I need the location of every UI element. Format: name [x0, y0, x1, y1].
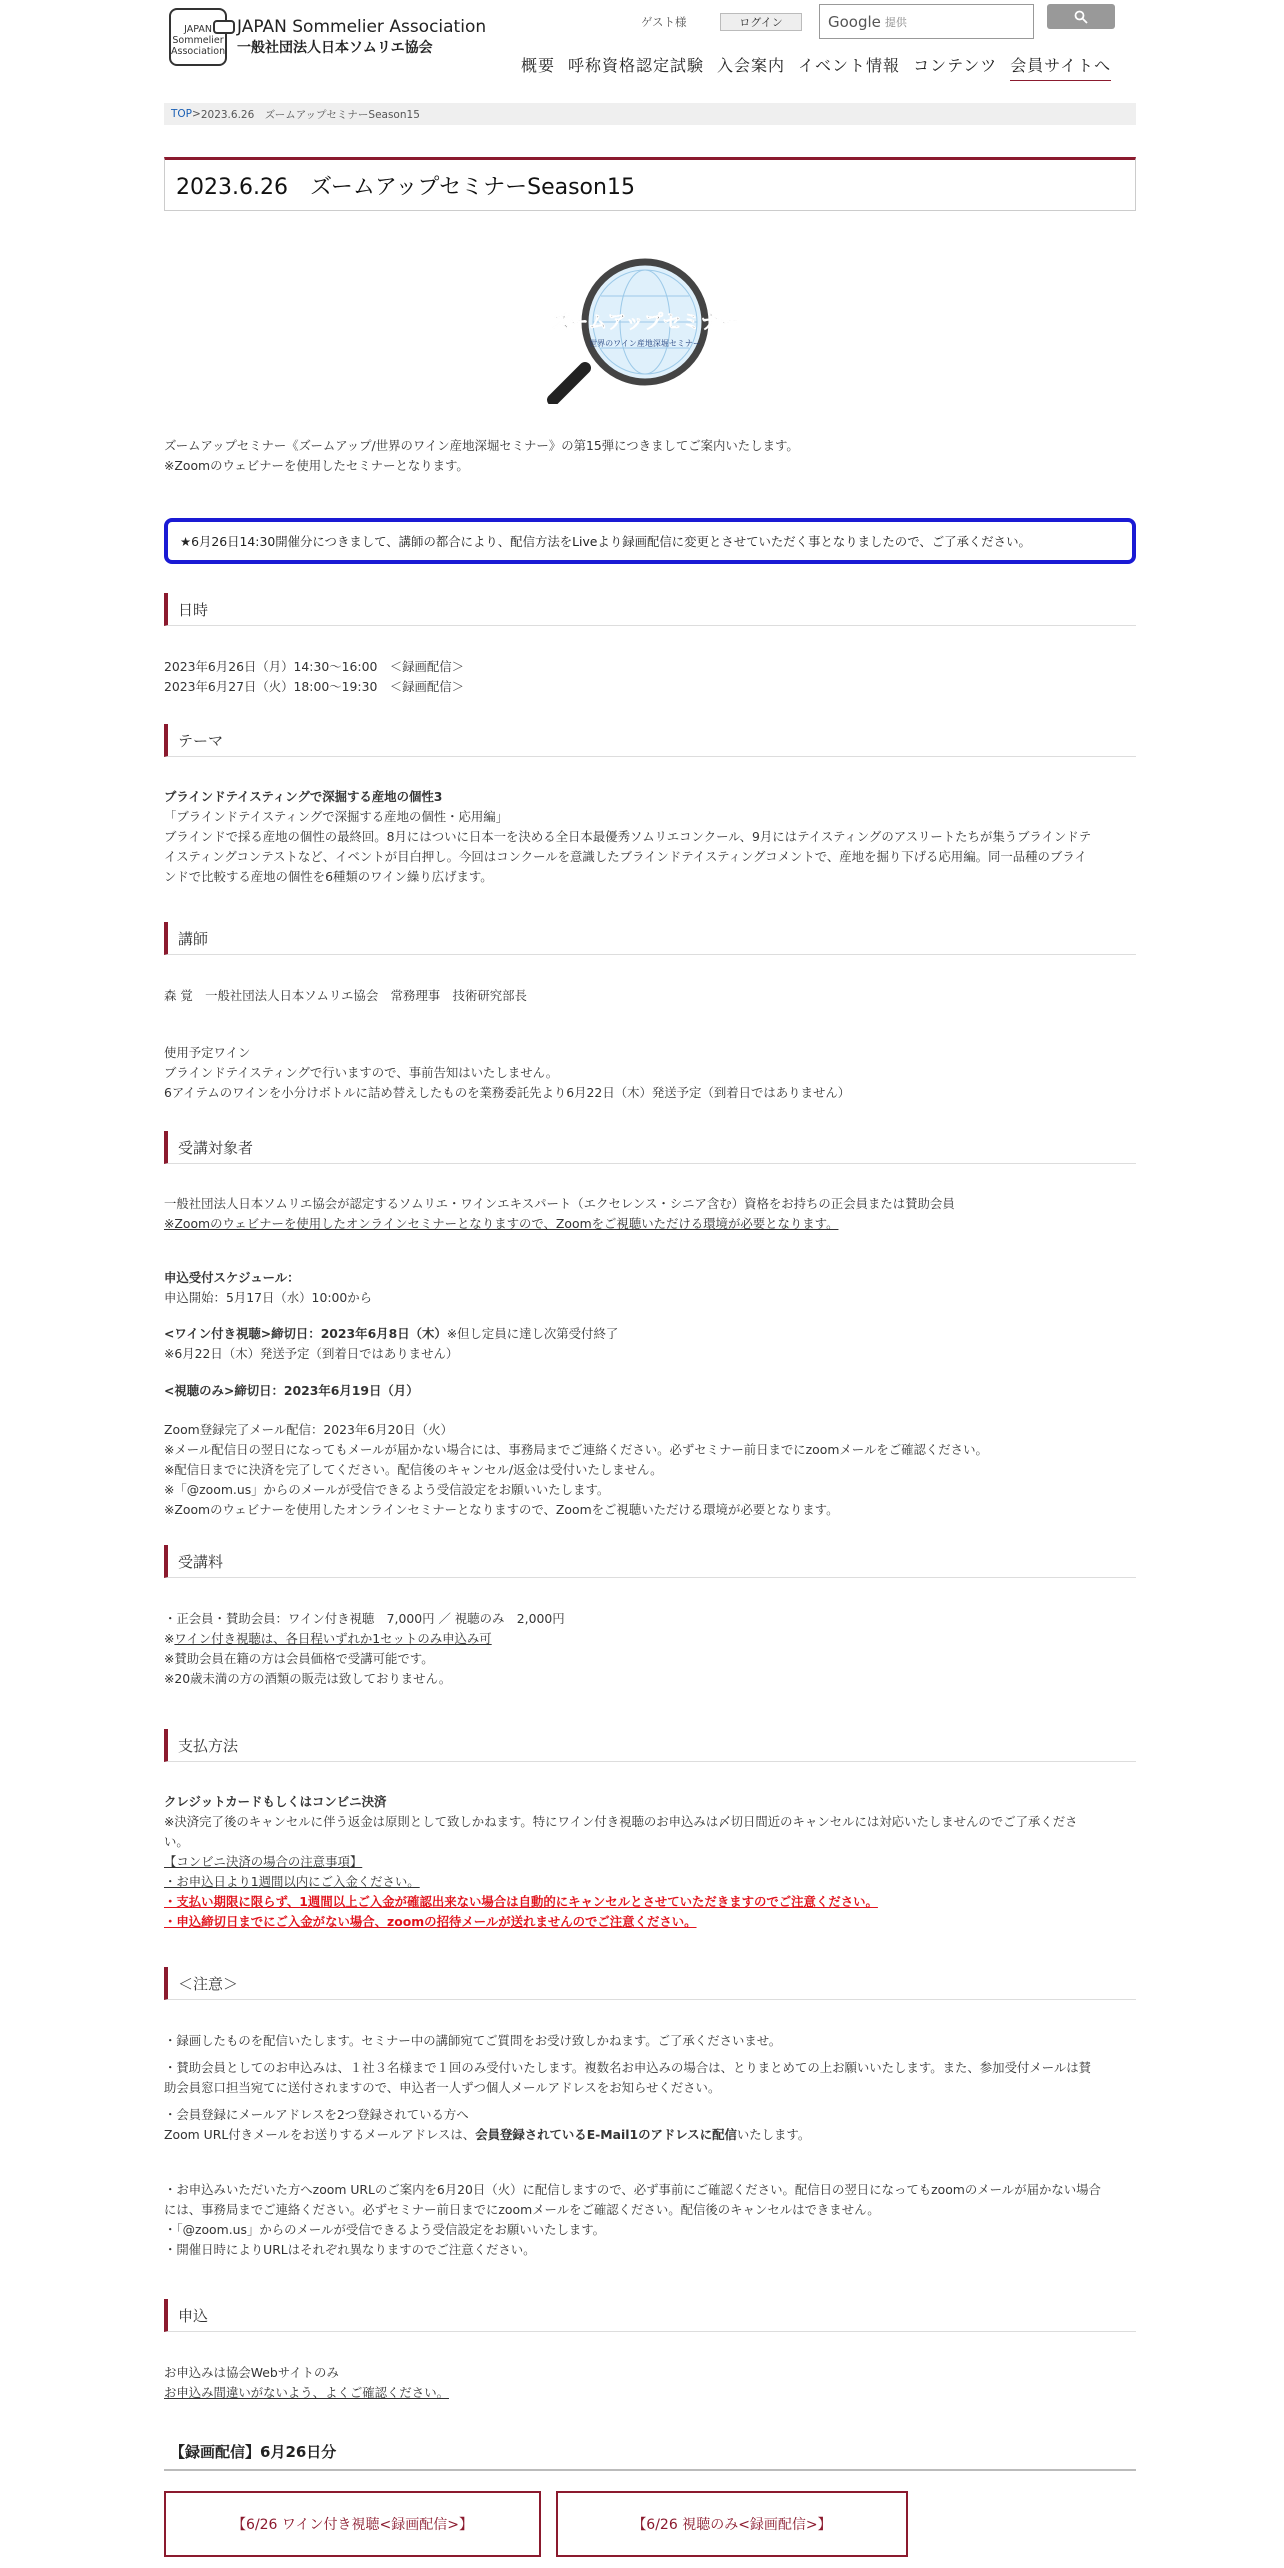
nav-membership[interactable]: 入会案内	[717, 56, 786, 75]
seminar-logo-image	[545, 256, 737, 404]
theme-text: ブラインドテイスティングで深掘する産地の個性3 「ブラインドテイスティングで深掘する産地の個性・応用編」 ブラインドで採る産地の個性の最終回。8月にはついに日本一を決める全日本最優秀ソムリエコンクール、9月にはテイスティングのアスリートたちが集うブラインドテ イスティングコンテストなど、イベントが目白押し。今回はコンクールを意識したブラインドテイスティングコメントで、産地を掘り下げる応用編。同一品種のブライ ンドで比較する産地の個性を6種類のワイン繰り広げます。	[164, 789, 1092, 884]
hero-sub-text: 世界のワイン産地深堀セミナー	[589, 339, 701, 348]
target-text: 一般社団法人日本ソムリエ協会が認定するソムリエ・ワインエキスパート（エクセレンス・シニア含む）資格をお持ちの正会員または賛助会員 ※Zoomのウェビナーを使用したオンラインセミナーとなりますので、Zoomをご視聴いただける環境が必要となります。	[164, 1196, 955, 1231]
intro-text: ズームアップセミナー《ズームアップ/世界のワイン産地深堀セミナー》の第15弾につきましてご案内いたします。 ※Zoomのウェビナーを使用したセミナーとなります。	[164, 438, 799, 473]
zoom-info: Zoom登録完了メール配信：2023年6月20日（火） ※メール配信日の翌日になってもメールが届かない場合には、事務局までご連絡ください。必ずセミナー前日までにzoomメールをご確認ください。 ※配信日までに決済を完了してください。配信後のキャンセル/返金は受付いたしません。 ※「@zoom.us」からのメールが受信できるよう受信設定をお願いいたします。 ※Zoomのウェビナーを使用したオンラインセミナーとなりますので、Zoomをご視聴いただける環境が必要となります。	[164, 1422, 988, 1517]
section-heading-target: 受講対象者	[164, 1131, 1136, 1164]
section-heading-payment: 支払方法	[164, 1729, 1136, 1762]
caution-2: ・賛助会員としてのお申込みは、１社３名様まで１回のみ受付いたします。複数名お申込みの場合は、とりまとめての上お願いいたします。また、参加受付メールは賛 助会員窓口担当宛てに送付されますので、申込者一人ずつ個人メールアドレスをお知らせください。	[164, 2060, 1092, 2095]
apply-text: お申込みは協会Webサイトのみ お申込み間違いがないよう、よくご確認ください。	[164, 2365, 449, 2400]
apply-view-button[interactable]: 【6/26 視聴のみ<録画配信>】	[556, 2491, 908, 2557]
notice-box: ★6月26日14:30開催分につきまして、講師の都合により、配信方法をLiveより録画配信に変更とさせていただく事となりましたので、ご了承ください。	[164, 518, 1136, 564]
caution-3: ・会員登録にメールアドレスを2つ登録されている方へ Zoom URL付きメールをお送りするメールアドレスは、会員登録されているE-Mail1のアドレスに配信いたします。	[164, 2107, 811, 2142]
breadcrumb: TOP > 2023.6.26 ズームアップセミナーSeason15	[164, 103, 1136, 125]
section-heading-caution: ＜注意＞	[164, 1967, 1136, 2000]
section-heading-fee: 受講料	[164, 1545, 1136, 1578]
caution-1: ・録画したものを配信いたします。セミナー中の講師宛てご質問をお受け致しかねます。ご了承くださいませ。	[164, 2033, 782, 2048]
apply-subheading: 【録画配信】6月26日分	[164, 2441, 1136, 2471]
utility-bar	[641, 4, 1115, 39]
wine-info: 使用予定ワイン ブラインドテイスティングで行いますので、事前告知はいたしません。 6アイテムのワインを小分けボトルに詰め替えしたものを業務委託先より6月22日（木）発送予定（到着日ではありません）	[164, 1045, 851, 1100]
view-deadline: <視聴のみ>締切日：2023年6月19日（月）	[164, 1383, 419, 1398]
magnifier-icon	[545, 256, 737, 404]
search-icon	[1074, 10, 1088, 24]
date-list: 2023年6月26日（月）14:30〜16:00 ＜録画配信＞ 2023年6月27日（火）18:00〜19:30 ＜録画配信＞	[164, 659, 465, 694]
hero-main-text: ズームアップセミナー	[551, 311, 737, 333]
search-input[interactable]	[819, 4, 1034, 39]
caution-4: ・お申込みいただいた方へzoom URLのご案内を6月20日（火）に配信しますので、必ず事前にご確認ください。配信日の翌日になってもzoomのメールが届かない場合 には、事務局までご連絡ください。必ずセミナー前日までにzoomメールをご確認ください。配信後のキャンセルはできません。 ・「@zoom.us」からのメールが受信できるよう受信設定をお願いいたします。 ・開催日時によりURLはそれぞれ異なりますのでご注意ください。	[164, 2182, 1101, 2257]
site-header	[0, 0, 1284, 92]
logo-japanese: 一般社団法人日本ソムリエ協会	[237, 40, 433, 56]
fee-text: ・正会員・賛助会員：ワイン付き視聴 7,000円 ／ 視聴のみ 2,000円 ※ワイン付き視聴は、各日程いずれか1セットのみ申込み可 ※賛助会員在籍の方は会員価格で受講可能です。 ※20歳未満の方の酒類の販売は致しておりません。	[164, 1611, 565, 1686]
guest-label: ゲスト様	[641, 14, 687, 29]
section-heading-date: 日時	[164, 593, 1136, 626]
section-heading-apply: 申込	[164, 2299, 1136, 2332]
schedule-text: 申込受付スケジュール： 申込開始：5月17日（水）10:00から	[164, 1270, 373, 1305]
search-placeholder: 提供	[884, 15, 907, 29]
nav-member-site[interactable]: 会員サイトへ	[1010, 53, 1111, 81]
search-button[interactable]	[1047, 4, 1115, 29]
nav-contents[interactable]: コンテンツ	[913, 56, 998, 75]
lecturer-name: 森 覚 一般社団法人日本ソムリエ協会 常務理事 技術研究部長	[164, 988, 527, 1003]
google-brand: Google	[828, 12, 881, 31]
nav-events[interactable]: イベント情報	[798, 56, 901, 75]
site-logo[interactable]	[169, 8, 486, 66]
section-heading-lecturer: 講師	[164, 922, 1136, 955]
nav-overview[interactable]: 概要	[521, 56, 556, 75]
global-nav	[521, 53, 1111, 81]
logo-english: JAPAN Sommelier Association	[237, 17, 487, 37]
breadcrumb-top-link[interactable]: TOP	[171, 108, 193, 120]
breadcrumb-current: 2023.6.26 ズームアップセミナーSeason15	[200, 108, 420, 121]
page-title: 2023.6.26 ズームアップセミナーSeason15	[164, 157, 1136, 211]
wine-deadline: <ワイン付き視聴>締切日：2023年6月8日（木）※但し定員に達し次第受付終了 ※6月22日（木）発送予定（到着日ではありません）	[164, 1326, 619, 1361]
apply-wine-button[interactable]: 【6/26 ワイン付き視聴<録画配信>】	[164, 2491, 541, 2557]
section-heading-theme: テーマ	[164, 724, 1136, 757]
logo-emblem-icon: JAPAN Sommelier Association	[169, 8, 227, 66]
payment-text: クレジットカードもしくはコンビニ決済 ※決済完了後のキャンセルに伴う返金は原則として致しかねます。特にワイン付き視聴のお申込みは〆切日間近のキャンセルには対応いたしませんのでご了承くださ い。 【コンビニ決済の場合の注意事項】 ・お申込日より1週間以内にご入金ください。 ・支払い期限に限らず、1週間以上ご入金が確認出来ない場合は自動的にキャンセルとさせていただきますのでご注意ください。 ・申込締切日までにご入金がない場合、zoomの招待メールが送れませんのでご注意ください。	[164, 1794, 1078, 1929]
login-button[interactable]: ログイン	[720, 13, 802, 31]
nav-certification[interactable]: 呼称資格認定試験	[568, 56, 705, 75]
